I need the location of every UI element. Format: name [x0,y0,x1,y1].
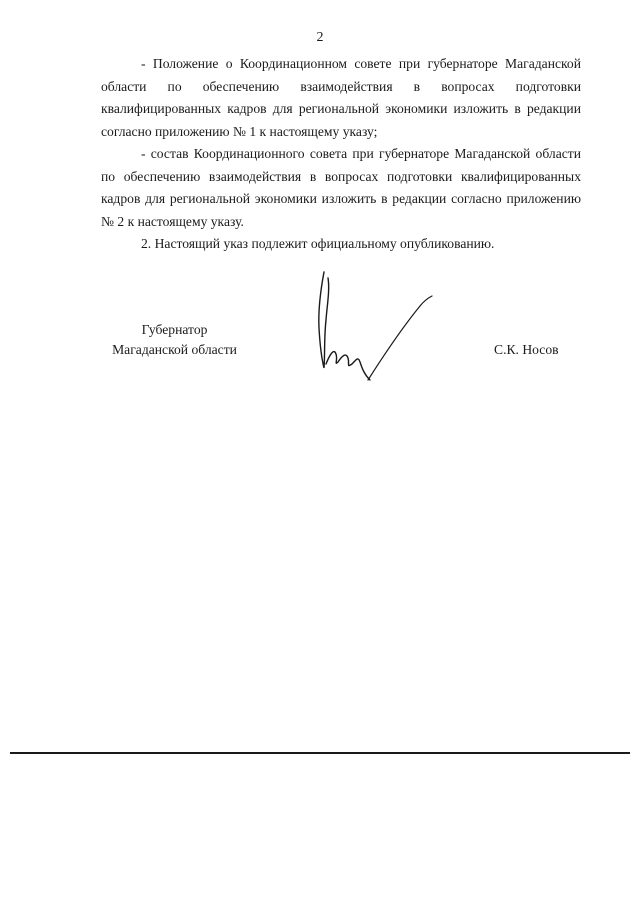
handwritten-signature [312,268,437,386]
page-number: 2 [316,30,324,45]
paragraph-council-composition: - состав Координационного совета при губернаторе Магаданской области по обеспечению взаимодействия в вопросах подготовки квалифицированных кадров для региональной экономики изложить в редакции согласно приложению № 2 к настоящему указу. [101,146,581,229]
signature-block [0,0,640,400]
signatory-position-line2: Магаданской области [112,342,237,357]
page-divider [10,752,630,754]
paragraph-publication: 2. Настоящий указ подлежит официальному опубликованию. [141,236,495,251]
signatory-position-line1: Губернатор [141,322,208,337]
paragraph-regulation: - Положение о Координационном совете при губернаторе Магаданской области по обеспечению взаимодействия в вопросах подготовки квалифицированных кадров для региональной экономики изложить в редакции согласно приложению № 1 к настоящему указу; [101,56,581,139]
signatory-position [92,320,257,360]
signatory-name: С.К. Носов [494,342,559,357]
